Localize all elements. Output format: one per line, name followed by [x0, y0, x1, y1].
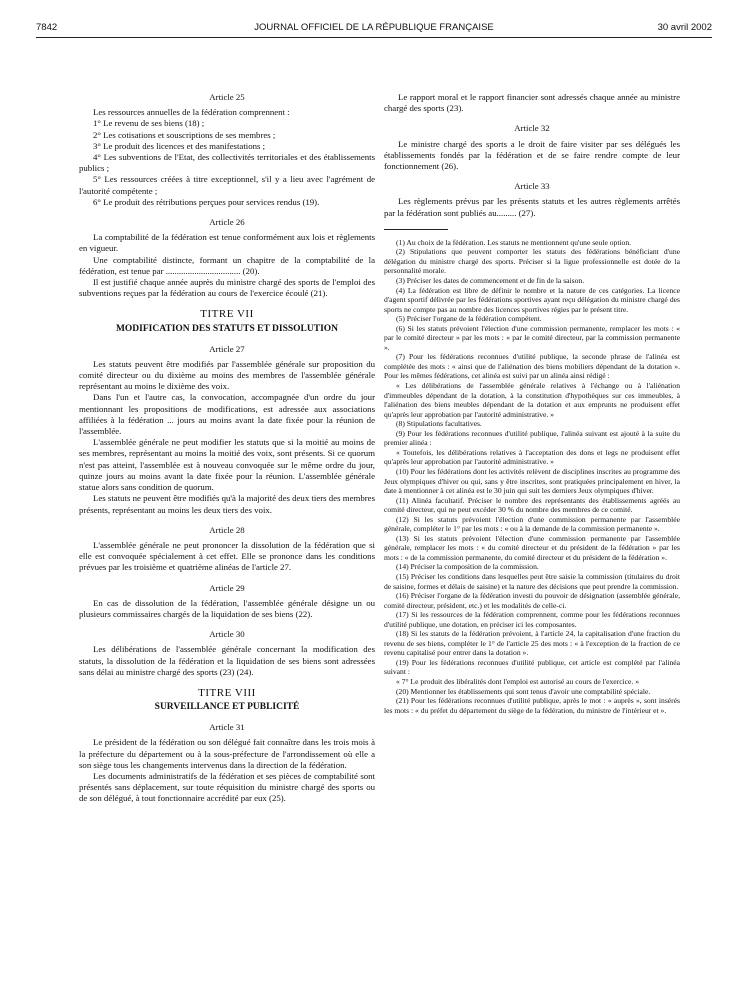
- article-31-para-2: Les documents administratifs de la fédération et ses pièces de comptabilité sont présentés sans déplacement, sur toute réquisition du ministre chargé des sports ou de son délégué, à tout fonctionnaire accrédité par eux (25).: [79, 770, 375, 804]
- article-25-item-5: 5° Les ressources créées à titre exceptionnel, s'il y a lieu avec l'agrément de l'autorité compétente ;: [79, 174, 375, 196]
- footnotes: [384, 238, 680, 715]
- article-25-title: Article 25: [209, 92, 245, 102]
- article-33-para-1: Les règlements prévus par les présents statuts et les autres règlements arrêtés par la fédération sont publiés au......... (27).: [384, 196, 680, 218]
- footnote: (3) Préciser les dates de commencement et de fin de la saison.: [396, 276, 585, 286]
- article-27-para-4: Les statuts ne peuvent être modifiés qu'à la majorité des deux tiers des membres présents, représentant au moins les deux tiers des voix.: [79, 493, 375, 515]
- header-rule: [36, 37, 712, 38]
- footnote: (14) Préciser la composition de la commission.: [396, 562, 539, 572]
- titre-vii-subtitle: MODIFICATION DES STATUTS ET DISSOLUTION: [115, 323, 339, 334]
- journal-title: JOURNAL OFFICIEL DE LA RÉPUBLIQUE FRANÇAISE: [254, 22, 494, 33]
- footnote: (12) Si les statuts prévoient l'élection d'une commission permanente par l'assemblée générale, compléter le 1° par les mots : « ou à la demande de la commission permanente ».: [384, 514, 680, 534]
- article-26-para-2: Une comptabilité distincte, formant un chapitre de la comptabilité de la fédération, est tenue par .................................. (20).: [79, 254, 375, 276]
- article-25-intro: Les ressources annuelles de la fédération comprennent :: [93, 107, 290, 118]
- left-column: [79, 92, 375, 805]
- page-number: 7842: [36, 22, 58, 33]
- footnote: (21) Pour les fédérations reconnues d'utilité publique, après le mot : « auprès », sont insérés les mots : « du préfet du département du siège de la fédération, du ministre de l'intérieur et ».: [384, 696, 680, 715]
- article-30-title: Article 30: [209, 629, 245, 640]
- page-header: [36, 22, 712, 36]
- article-29-title: Article 29: [209, 582, 245, 593]
- right-column: [384, 92, 680, 715]
- article-26-para-1: La comptabilité de la fédération est tenue conformément aux lois et règlements en vigueur.: [79, 232, 375, 254]
- footnote: (2) Stipulations que peuvent comporter les statuts des fédérations bénéficiant d'une délégation du ministre chargé des sports. Préciser si la ligue professionnelle est dotée de la personnalité morale.: [384, 247, 680, 276]
- footnote: (8) Stipulations facultatives.: [396, 419, 482, 429]
- article-32-title: Article 32: [514, 123, 550, 134]
- titre-viii-heading: TITRE VIII: [198, 686, 256, 699]
- article-27-para-1: Les statuts peuvent être modifiés par l'assemblée générale sur proposition du comité directeur ou du dixième au moins des membres de l'assemblée générale représentant au moins le dixième des voix.: [79, 358, 375, 392]
- article-29-para-1: En cas de dissolution de la fédération, l'assemblée générale désigne un ou plusieurs commissaires chargés de la liquidation de ses biens (22).: [79, 597, 375, 619]
- article-33-title: Article 33: [514, 181, 550, 192]
- article-31-title: Article 31: [209, 722, 245, 733]
- footnote: (18) Si les statuts de la fédération prévoient, à l'article 24, la capitalisation d'une fraction du revenu de ses biens, compléter le 1° de l'article 25 des mots : « à l'exception de la fraction de ce revenu capitalisé pour entrer dans la dotation ».: [384, 629, 680, 658]
- article-26-para-3: Il est justifié chaque année auprès du ministre chargé des sports de l'emploi des subventions reçues par la fédération au cours de l'exercice écoulé (21).: [79, 277, 375, 299]
- article-27-para-2: Dans l'un et l'autre cas, la convocation, accompagnée d'un ordre du jour mentionnant les propositions de modifications, est adressée aux associations affiliées à la fédération ... jours au moins avant la date fixée pour la réunion de l'assemblée.: [79, 392, 375, 437]
- article-26-title: Article 26: [209, 217, 245, 228]
- article-27-title: Article 27: [209, 343, 245, 354]
- article-25-item-4: 4° Les subventions de l'Etat, des collectivités territoriales et des établissements publics ;: [79, 152, 375, 174]
- footnote-rule: [384, 229, 448, 230]
- footnote: (11) Alinéa facultatif. Préciser le nombre des représentants des établissements agréés au comité directeur, qui ne peut excéder 30 % du nombre des membres de ce comité.: [384, 495, 680, 515]
- footnote: (1) Au choix de la fédération. Les statuts ne mentionnent qu'une seule option.: [396, 237, 632, 247]
- titre-vii-heading: TITRE VII: [200, 308, 254, 321]
- footnote: (10) Pour les fédérations dont les activités relèvent de disciplines inscrites au programme des Jeux olympiques d'hiver ou qui, sans y être inscrites, sont pratiquées principalement en hiver, la date à mentionner à cet alinéa est le 30 juin qui suit les derniers Jeux olympiques d'hiver.: [384, 466, 680, 496]
- footnote: « Toutefois, les délibérations relatives à l'acceptation des dons et legs ne produisent effet qu'après leur approbation par l'autorité administrative. »: [384, 447, 680, 467]
- footnote: « 7° Le produit des libéralités dont l'emploi est autorisé au cours de l'exercice. »: [396, 676, 640, 686]
- article-31-para-3: Le rapport moral et le rapport financier sont adressés chaque année au ministre chargé des sports (23).: [384, 92, 680, 114]
- footnote: (19) Pour les fédérations reconnues d'utilité publique, cet article est complété par l'alinéa suivant :: [384, 657, 680, 677]
- article-25-item-3: 3° Le produit des licences et des manifestations ;: [93, 140, 266, 151]
- footnote: (9) Pour les fédérations reconnues d'utilité publique, l'alinéa suivant est ajouté à la suite du premier alinéa :: [384, 428, 680, 448]
- article-31-para-1: Le président de la fédération ou son délégué fait connaître dans les trois mois à la préfecture du département ou à la sous-préfecture de l'arrondissement où elle a son siège tous les changements intervenus dans la direction de la fédération.: [79, 737, 375, 770]
- footnote: (17) Si les ressources de la fédération comprennent, comme pour les fédérations reconnues d'utilité publique, une dotation, en préciser ici les composantes.: [384, 610, 680, 629]
- footnote: (16) Préciser l'organe de la fédération investi du pouvoir de désignation (assemblée générale, comité directeur, président, etc.) et les modalités de celle-ci.: [384, 591, 680, 610]
- publication-date: 30 avril 2002: [657, 22, 712, 33]
- article-28-para-1: L'assemblée générale ne peut prononcer la dissolution de la fédération que si elle est convoquée spécialement à cet effet. Elle se prononce dans les conditions prévues par les troisième et quatrième alinéas de l'article 27.: [79, 539, 375, 573]
- footnote: (20) Mentionner les établissements qui sont tenus d'avoir une comptabilité spéciale.: [396, 686, 651, 696]
- article-30-para-1: Les délibérations de l'assemblée générale concernant la modification des statuts, la dissolution de la fédération et la liquidation de ses biens sont adressées sans délai au ministre chargé des sports (23) (24).: [79, 644, 375, 677]
- article-28-title: Article 28: [209, 524, 245, 535]
- footnote: (15) Préciser les conditions dans lesquelles peut être saisie la commission (titulaires du droit de saisine, formes et délais de saisine) et la nature des décisions que peut prendre la commission.: [384, 571, 680, 591]
- footnote: (13) Si les statuts prévoient l'élection d'une commission permanente par l'assemblée générale, remplacer les mots : « du comité directeur et du président de la fédération » par les mots : « de la commission permanente, du comité directeur et du président de la fédération ».: [384, 533, 680, 562]
- footnote: (6) Si les statuts prévoient l'élection d'une commission permanente, remplacer les mots : « par le comité directeur » par les mots : « par le comité directeur, par la commission permanente ».: [384, 323, 680, 352]
- footnote: (5) Préciser l'organe de la fédération compétent.: [396, 314, 542, 324]
- article-25-item-6: 6° Le produit des rétributions perçues pour services rendus (19).: [93, 196, 320, 207]
- titre-viii-subtitle: SURVEILLANCE ET PUBLICITÉ: [154, 702, 300, 713]
- footnote: (4) La fédération est libre de définir le nombre et la nature de ces catégories. La licence d'agent sportif délivrée par les fédérations sportives ayant reçu délégation du ministre chargé des sports ne compte pas au nombre des licences sportives régies par le présent titre.: [384, 285, 680, 314]
- article-25-item-1: 1° Le revenu de ses biens (18) ;: [93, 118, 205, 129]
- footnote: « Les délibérations de l'assemblée générale relatives à l'échange ou à l'aliénation d'immeubles dépendant de la dotation, à la constitution d'hypothèques sur ces immeubles, à l'aliénation des biens meubles dépendant de la dotation et aux emprunts ne produisent effet qu'après leur approbation par l'autorité administrative. »: [384, 381, 680, 419]
- footnote: (7) Pour les fédérations reconnues d'utilité publique, la seconde phrase de l'alinéa est complétée des mots : « ainsi que de l'aliénation des biens mobiliers dépendant de la dotation ». Pour les mêmes fédérations, cet alinéa est suivi par un alinéa ainsi rédigé :: [384, 352, 680, 381]
- article-32-para-1: Le ministre chargé des sports a le droit de faire visiter par ses délégués les établissements fondés par la fédération et de se faire rendre compte de leur fonctionnement (26).: [384, 138, 680, 172]
- article-25-item-2: 2° Les cotisations et souscriptions de ses membres ;: [93, 129, 276, 140]
- article-27-para-3: L'assemblée générale ne peut modifier les statuts que si la moitié au moins de ses membres, représentant au moins la moitié des voix, sont présents. Si ce quorum n'est pas atteint, l'assemblée est à nouveau convoquée sur le même ordre du jour, quinze jours au moins avant la date fixée pour la réunion. L'assemblée générale statue alors sans condition de quorum.: [79, 437, 375, 493]
